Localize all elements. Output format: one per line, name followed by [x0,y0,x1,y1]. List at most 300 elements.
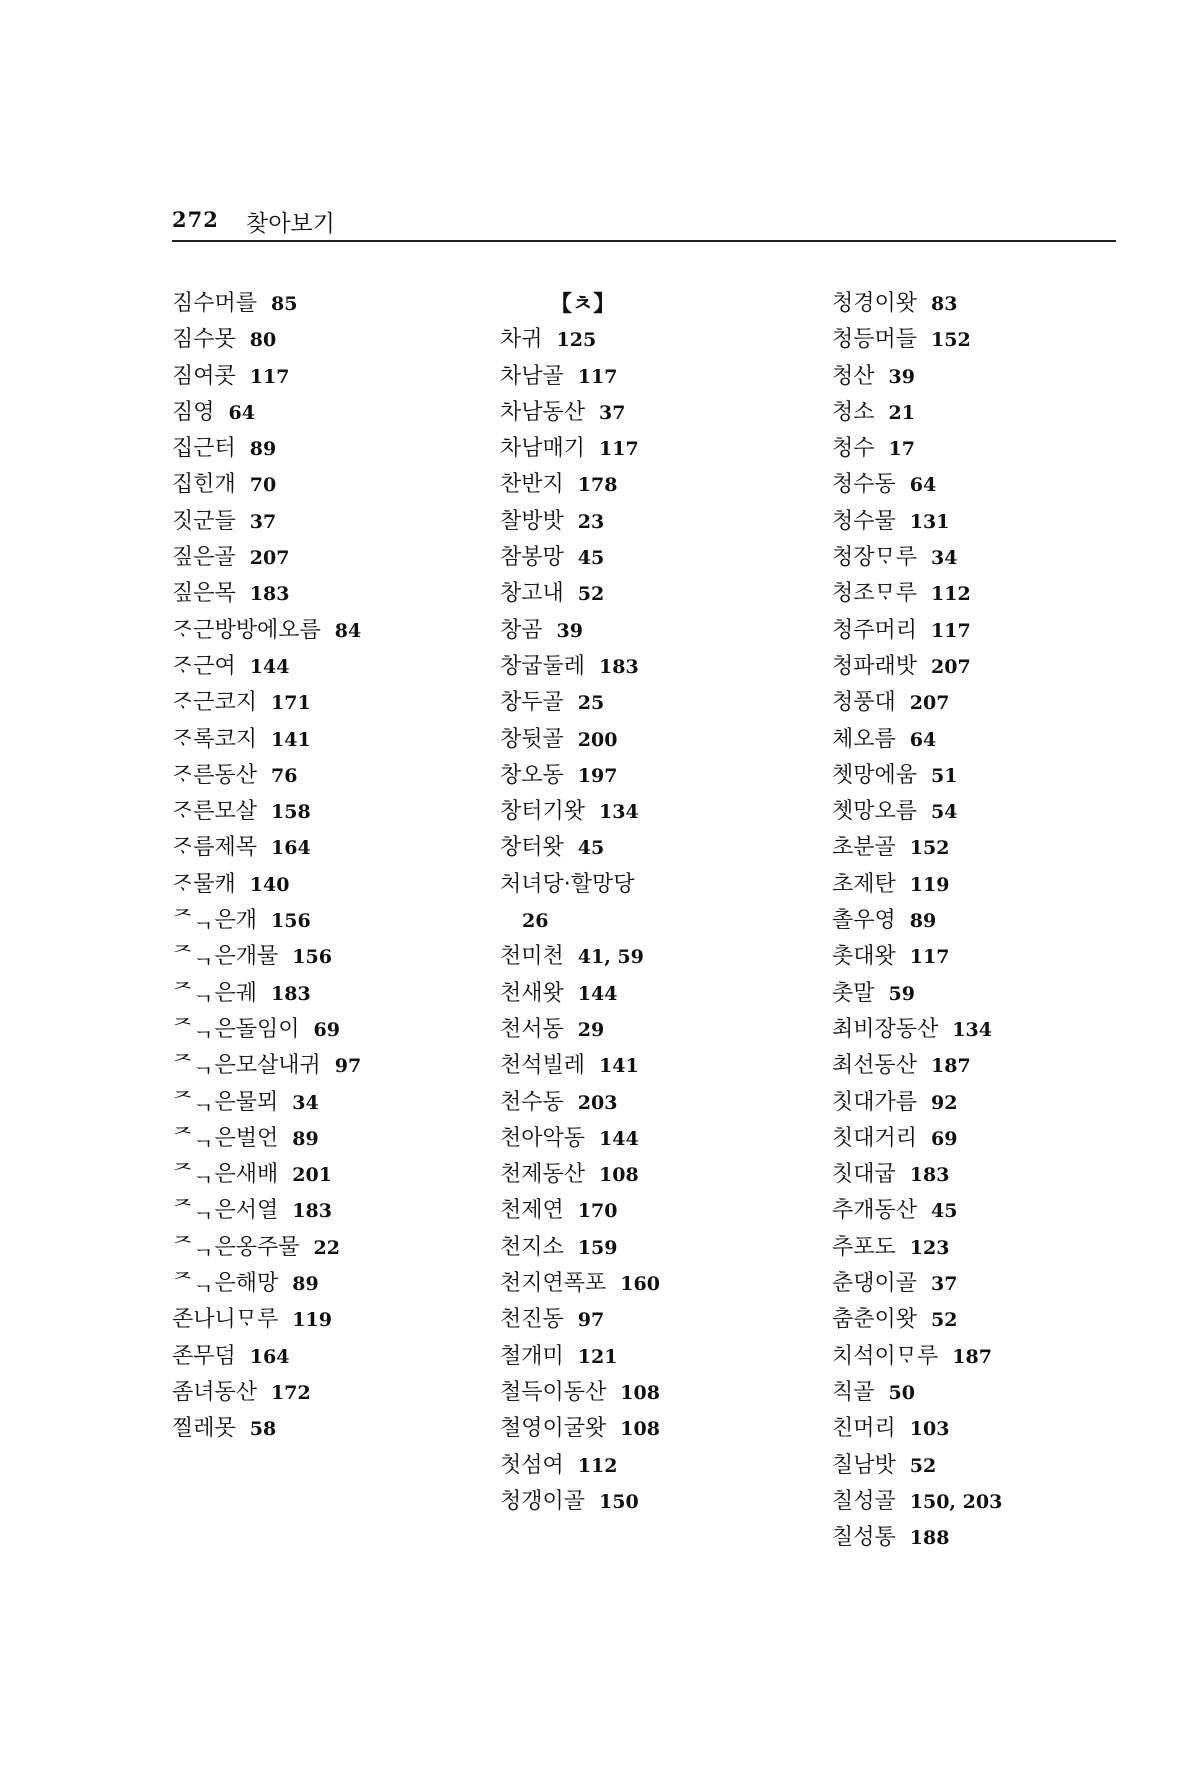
entry-pages: 170 [577,1200,618,1223]
index-entry [832,939,1002,975]
index-entry [172,1193,361,1229]
entry-pages: 152 [909,837,950,860]
entry-pages: 160 [620,1273,660,1296]
index-entry [832,1048,1002,1084]
entry-pages: 41, 59 [577,946,644,969]
index-entry [500,540,660,576]
entry-pages: 144 [249,655,290,678]
index-entry [172,830,361,866]
index-entry [832,685,1002,721]
entry-pages: 37 [931,1273,958,1296]
entry-pages: 17 [888,438,915,461]
index-entry [832,576,1002,612]
entry-term: 짐수머를 [172,291,258,316]
index-entry [832,1121,1002,1157]
entry-term: 최비장동산 [832,1016,939,1042]
entry-pages: 39 [888,365,915,388]
entry-term: 칠남밧 [832,1452,896,1478]
entry-pages: 112 [931,583,971,606]
entry-term: 창곰 [500,617,543,643]
index-entry [500,830,660,866]
index-entry [832,867,1002,903]
entry-pages: 34 [292,1091,319,1114]
index-entry [500,1448,660,1484]
index-entry [172,504,361,540]
entry-term: 청주머리 [832,617,918,643]
index-entry [500,431,660,467]
page-title: 찾아보기 [246,211,335,237]
index-entry [172,939,361,975]
entry-term: 천새왓 [500,980,564,1006]
entry-pages: 156 [271,910,311,933]
entry-pages: 108 [599,1164,639,1187]
entry-pages: 119 [909,873,950,896]
entry-pages: 64 [909,728,937,751]
entry-pages: 64 [228,401,255,424]
entry-term: 창터왓 [500,835,564,861]
entry-pages: 150, 203 [909,1490,1003,1513]
index-entry [832,1193,1002,1229]
entry-pages: 183 [271,982,311,1005]
index-entry [832,1012,1002,1048]
index-entry [172,1012,361,1048]
entry-term: 촛대왓 [832,944,896,970]
entry-pages: 69 [313,1018,340,1041]
entry-term: ᄌᆨ은해망 [172,1271,279,1297]
entry-term: ᄌᆞ근방방에오름 [172,617,321,643]
entry-pages: 51 [931,764,958,787]
entry-term: 천미천 [500,944,564,970]
entry-term: 춘댕이골 [832,1271,918,1297]
index-entry [172,286,361,322]
entry-term: 촐우영 [832,908,896,934]
index-entry [172,431,361,467]
entry-term: 존나니ᄆᆞ루 [172,1307,279,1333]
entry-pages: 89 [909,910,937,933]
index-entry [172,359,361,395]
entry-term: 친머리 [832,1416,896,1442]
entry-pages: 183 [599,655,639,678]
entry-term: 치석이ᄆᆞ루 [832,1343,939,1369]
entry-term: 참봉망 [500,545,564,571]
entry-term: 창두골 [500,690,564,716]
index-entry [832,722,1002,758]
entry-pages: 52 [577,583,605,606]
entry-pages: 59 [888,982,915,1005]
index-entry [172,467,361,503]
index-entry [172,903,361,939]
entry-pages: 97 [334,1055,362,1078]
entry-term: 찔레못 [172,1416,236,1442]
entry-pages: 89 [249,438,277,461]
entry-pages: 158 [271,801,311,824]
index-entry [172,1121,361,1157]
entry-term: ᄌᆨ은벌언 [172,1125,279,1151]
entry-pages: 156 [292,946,332,969]
entry-pages: 39 [556,619,583,642]
index-entry [500,1193,660,1229]
index-entry [832,286,1002,322]
index-entry [832,613,1002,649]
index-entry [172,395,361,431]
index-entry [832,1085,1002,1121]
entry-pages: 45 [931,1200,958,1223]
entry-term: 창오동 [500,762,564,788]
entry-pages: 70 [249,474,277,497]
entry-term: 추개동산 [832,1198,918,1224]
entry-term: ᄌᆨ은개물 [172,944,279,970]
entry-pages: 187 [931,1055,971,1078]
index-entry [500,322,660,358]
entry-pages: 144 [577,982,618,1005]
entry-term: 천석빌레 [500,1053,586,1079]
entry-term: 청풍대 [832,690,896,716]
index-entry-continuation [500,903,660,939]
index-entry [172,1375,361,1411]
index-entry [832,830,1002,866]
index-entry [500,576,660,612]
entry-term: 창터기왓 [500,799,586,825]
entry-pages: 34 [931,547,958,570]
index-entry [500,1484,660,1520]
entry-term: ᄌᆞ른동산 [172,762,258,788]
entry-term: 천아악동 [500,1125,586,1151]
entry-term: ᄌᆞ근코지 [172,690,258,716]
entry-pages: 89 [292,1273,319,1296]
entry-pages: 117 [599,438,639,461]
index-entry [500,1230,660,1266]
entry-term: 칠성골 [832,1488,896,1514]
index-entry [172,613,361,649]
entry-term: ᄌᆞ물캐 [172,871,236,897]
entry-term: 청소 [832,399,875,425]
entry-pages: 121 [577,1345,618,1368]
index-entry [500,794,660,830]
entry-pages: 125 [556,329,597,352]
index-entry [500,976,660,1012]
entry-pages: 84 [334,619,362,642]
entry-pages: 141 [271,728,311,751]
entry-term: 칫대가름 [832,1089,918,1115]
entry-pages: 134 [952,1018,992,1041]
entry-pages: 97 [577,1309,605,1332]
page-header [172,205,1116,245]
index-entry [832,1484,1002,1520]
index-entry [832,794,1002,830]
entry-pages: 197 [577,764,618,787]
entry-pages: 178 [577,474,618,497]
entry-term: 춤춘이왓 [832,1307,918,1333]
entry-term: 청파래밧 [832,653,918,679]
entry-term: 청수 [832,436,875,462]
entry-term: 천제동산 [500,1162,586,1188]
index-entry [500,1266,660,1302]
page-number: 272 [172,207,219,232]
entry-term: 집근터 [172,436,236,462]
entry-term: 칫대굽 [832,1162,896,1188]
entry-term: ᄌᆨ은개 [172,908,258,934]
index-entry [832,431,1002,467]
entry-term: 청수동 [832,472,896,498]
entry-pages: 187 [952,1345,992,1368]
entry-term: 천서동 [500,1016,564,1042]
entry-term: ᄌᆨ은옹주물 [172,1234,300,1260]
entry-pages: 45 [577,837,605,860]
entry-term: ᄌᆨ은모살내귀 [172,1053,321,1079]
entry-term: 추포도 [832,1234,896,1260]
entry-term: 철영이굴왓 [500,1416,607,1442]
index-entry [500,1048,660,1084]
index-entry [500,758,660,794]
entry-term: 창고내 [500,581,564,607]
entry-term: ᄌᆞ른모살 [172,799,258,825]
index-entry [500,1012,660,1048]
index-entry [500,467,660,503]
index-entry [172,758,361,794]
entry-pages: 37 [249,510,277,533]
index-entry [832,1266,1002,1302]
index-entry [500,939,660,975]
index-entry [832,1339,1002,1375]
entry-pages: 85 [271,293,298,315]
entry-term: 차남매기 [500,436,586,462]
index-entry [172,1411,361,1447]
entry-pages: 140 [249,873,290,896]
entry-pages: 52 [909,1454,937,1477]
entry-term: 철개미 [500,1343,564,1369]
entry-term: 좀녀동산 [172,1379,258,1405]
entry-term: ᄌᆨ은서열 [172,1198,279,1224]
entry-pages: 45 [577,547,605,570]
entry-term: 짚은목 [172,581,236,607]
entry-term: 짐영 [172,399,215,425]
section-heading: 【ㅊ】 [550,291,616,317]
index-entry [832,322,1002,358]
entry-pages: 52 [931,1309,958,1332]
entry-pages: 172 [271,1381,311,1404]
entry-term: 짐수못 [172,327,236,353]
entry-pages: 131 [909,510,950,533]
entry-pages: 144 [599,1127,639,1150]
entry-pages: 201 [292,1164,332,1187]
entry-term: ᄌᆞ록코지 [172,726,258,752]
entry-term: 쳇망에움 [832,762,918,788]
entry-term: 청산 [832,363,875,389]
index-entry [832,649,1002,685]
index-entry [832,359,1002,395]
index-column-1 [172,286,361,1448]
entry-pages: 159 [577,1236,618,1259]
entry-pages: 25 [577,692,605,715]
index-entry [172,722,361,758]
entry-term: 차남동산 [500,399,586,425]
entry-pages: 29 [577,1018,605,1041]
index-entry [172,322,361,358]
index-entry [500,649,660,685]
entry-pages: 188 [909,1527,950,1550]
index-entry [832,540,1002,576]
index-entry [500,504,660,540]
entry-term: 칫대거리 [832,1125,918,1151]
header-rule [172,240,1116,242]
index-entry [500,359,660,395]
entry-pages: 37 [599,401,626,424]
index-entry [500,1375,660,1411]
index-entry [832,903,1002,939]
entry-pages: 26 [522,910,549,933]
entry-term: 칠성통 [832,1525,896,1551]
entry-pages: 76 [271,764,298,787]
entry-pages: 183 [292,1200,332,1223]
entry-term: ᄌᆞ름제목 [172,835,258,861]
index-entry [832,1230,1002,1266]
index-column-3 [832,286,1002,1556]
entry-term: 초분골 [832,835,896,861]
index-entry [500,613,660,649]
index-entry [500,1085,660,1121]
entry-term: 천지연폭포 [500,1271,607,1297]
entry-pages: 152 [931,329,971,352]
entry-pages: 117 [577,365,618,388]
entry-pages: 203 [577,1091,618,1114]
index-entry [500,1411,660,1447]
entry-term: 칙골 [832,1379,875,1405]
entry-pages: 117 [931,619,971,642]
index-entry [172,1302,361,1338]
index-entry [832,1520,1002,1556]
index-entry [172,685,361,721]
entry-pages: 64 [909,474,937,497]
entry-term: 촛말 [832,980,875,1006]
index-entry [500,1157,660,1193]
entry-term: 철득이동산 [500,1379,607,1405]
entry-term: 청등머들 [832,327,918,353]
entry-term: 찬반지 [500,472,564,498]
entry-pages: 21 [888,401,915,424]
entry-pages: 150 [599,1490,639,1513]
index-entry [832,504,1002,540]
index-entry [172,1085,361,1121]
entry-pages: 207 [909,692,950,715]
entry-term: 창굽둘레 [500,653,586,679]
index-entry [172,540,361,576]
entry-pages: 69 [931,1127,958,1150]
entry-pages: 123 [909,1236,950,1259]
index-entry [172,1048,361,1084]
entry-pages: 183 [909,1164,950,1187]
entry-term: 찰방밧 [500,508,564,534]
entry-pages: 103 [909,1418,950,1441]
index-entry [832,1375,1002,1411]
entry-pages: 119 [292,1309,332,1332]
index-entry [500,685,660,721]
entry-term: 최선동산 [832,1053,918,1079]
entry-pages: 200 [577,728,618,751]
index-entry [832,1302,1002,1338]
entry-pages: 83 [931,293,958,315]
entry-term: 짚은골 [172,545,236,571]
entry-term: 짐여콧 [172,363,236,389]
entry-pages: 141 [599,1055,639,1078]
index-entry [500,1121,660,1157]
index-entry [500,395,660,431]
index-entry [832,1448,1002,1484]
entry-pages: 89 [292,1127,319,1150]
entry-pages: 58 [249,1418,277,1441]
entry-term: 청갱이골 [500,1488,586,1514]
entry-pages: 117 [909,946,950,969]
entry-pages: 54 [931,801,958,824]
entry-term: ᄌᆨ은물뫼 [172,1089,279,1115]
entry-term: 첫섬여 [500,1452,564,1478]
entry-pages: 134 [599,801,639,824]
entry-term: 청수물 [832,508,896,534]
index-entry [832,758,1002,794]
index-entry [500,722,660,758]
entry-term: 처녀당·할망당 [500,871,635,897]
entry-pages: 23 [577,510,605,533]
entry-pages: 164 [249,1345,290,1368]
index-entry [172,794,361,830]
entry-term: 천지소 [500,1234,564,1260]
entry-term: ᄌᆨ은궤 [172,980,258,1006]
index-entry [500,867,660,903]
index-entry [172,576,361,612]
index-entry [832,467,1002,503]
index-entry [172,1157,361,1193]
entry-term: 짓군들 [172,508,236,534]
entry-pages: 164 [271,837,311,860]
entry-pages: 108 [620,1418,660,1441]
entry-pages: 112 [577,1454,618,1477]
entry-pages: 80 [249,329,277,352]
entry-term: 집힌개 [172,472,236,498]
entry-pages: 92 [931,1091,958,1114]
index-entry [500,1302,660,1338]
index-entry [172,1339,361,1375]
index-entry [832,976,1002,1012]
index-entry [172,1266,361,1302]
index-entry [172,1230,361,1266]
entry-term: ᄌᆞ근여 [172,653,236,679]
entry-term: 존무덤 [172,1343,236,1369]
entry-pages: 207 [249,547,290,570]
entry-term: 청장ᄆᆞ루 [832,545,918,571]
index-entry [172,649,361,685]
entry-pages: 207 [931,655,971,678]
index-entry [832,395,1002,431]
entry-term: 체오름 [832,726,896,752]
entry-pages: 108 [620,1381,660,1404]
entry-pages: 50 [888,1381,915,1404]
entry-term: 청경이왓 [832,291,918,316]
entry-term: 차귀 [500,327,543,353]
entry-term: ᄌᆨ은돌임이 [172,1016,300,1042]
index-entry [172,976,361,1012]
entry-pages: 117 [249,365,290,388]
entry-term: 쳇망오름 [832,799,918,825]
index-entry [832,1411,1002,1447]
index-column-2 [500,286,660,1520]
index-entry [500,1339,660,1375]
index-entry [172,867,361,903]
entry-term: 천제연 [500,1198,564,1224]
entry-pages: 22 [313,1236,340,1259]
entry-pages: 171 [271,692,311,715]
entry-term: 초제탄 [832,871,896,897]
entry-term: ᄌᆨ은새배 [172,1162,279,1188]
entry-term: 천수동 [500,1089,564,1115]
